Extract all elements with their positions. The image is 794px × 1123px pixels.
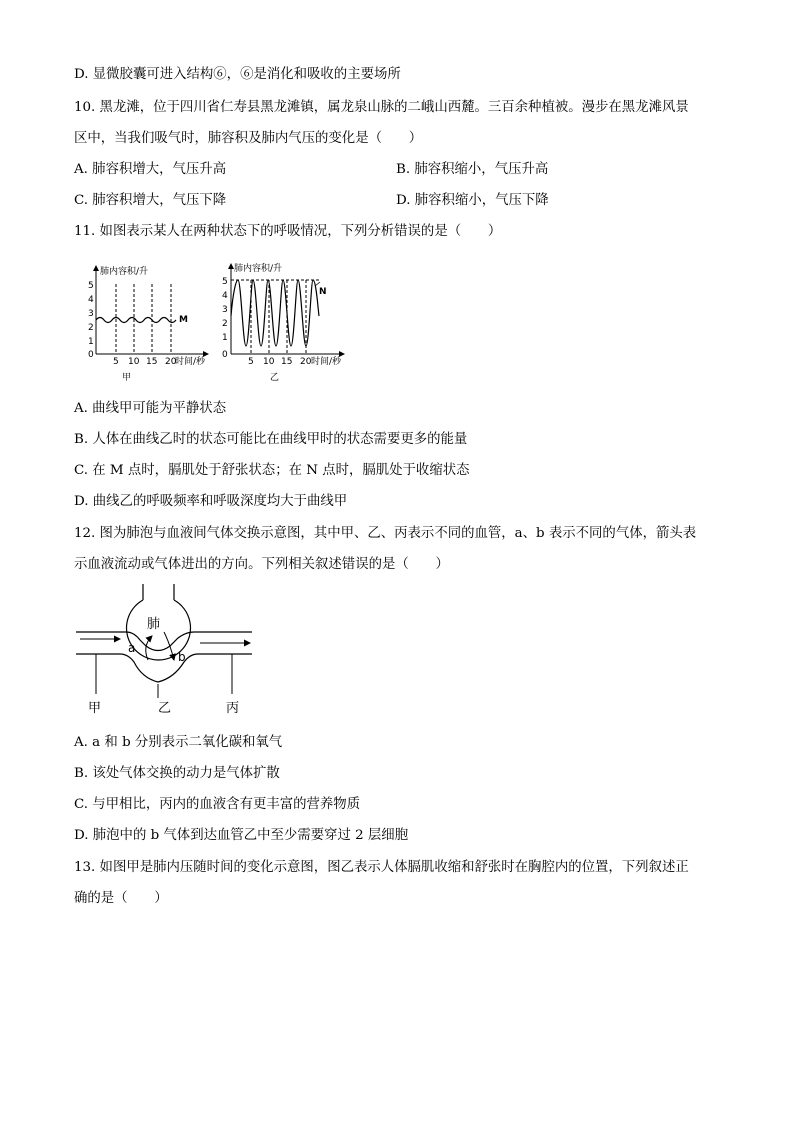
- q12-gas-exchange-figure: [74, 580, 264, 720]
- q11-option-b: B. 人体在曲线乙时的状态可能比在曲线甲时的状态需要更多的能量: [74, 432, 468, 447]
- vessel-jia-label: 甲: [88, 701, 102, 716]
- yi-y-label: 肺内容积/升: [234, 264, 283, 274]
- q10-option-a: A. 肺容积增大，气压升高: [74, 162, 227, 177]
- yi-x-tick: 20: [300, 357, 312, 367]
- yi-caption: 乙: [270, 373, 280, 383]
- graph-yi: [222, 262, 344, 383]
- jia-y-tick: 4: [88, 295, 94, 305]
- yi-x-label: 时间/秒: [311, 357, 342, 367]
- jia-y-tick: 2: [88, 323, 94, 333]
- vessel-yi-label: 乙: [158, 701, 172, 716]
- q12-stem-line1: 12. 图为肺泡与血液间气体交换示意图，其中甲、乙、丙表示不同的血管，a、b 表示不同的气体，箭头表: [74, 526, 697, 541]
- yi-x-tick: 15: [281, 357, 293, 367]
- capillary: [76, 632, 252, 682]
- q11-option-a: A. 曲线甲可能为平静状态: [74, 401, 227, 416]
- q10-option-d: D. 肺容积缩小，气压下降: [396, 193, 549, 208]
- q11-breathing-figure: [86, 258, 356, 384]
- q9-option-d: D. 显微胶囊可进入结构⑥，⑥是消化和吸收的主要场所: [74, 67, 401, 82]
- q11-stem: 11. 如图表示某人在两种状态下的呼吸情况，下列分析错误的是（ ）: [74, 224, 502, 239]
- q11-option-c: C. 在 M 点时，膈肌处于舒张状态；在 N 点时，膈肌处于收缩状态: [74, 463, 470, 478]
- yi-x-tick: 5: [248, 357, 254, 367]
- q12-option-a: A. a 和 b 分别表示二氧化碳和氧气: [74, 735, 283, 750]
- q11-option-d: D. 曲线乙的呼吸频率和呼吸深度均大于曲线甲: [74, 494, 348, 509]
- jia-y-tick: 0: [88, 350, 94, 360]
- q10-stem-line1: 10. 黑龙滩，位于四川省仁寿县黑龙滩镇，属龙泉山脉的二峨山西麓。三百余种植被。漫步在黑龙滩风景: [74, 100, 689, 115]
- alveolus: [127, 584, 191, 660]
- jia-y-tick: 1: [88, 337, 94, 347]
- q10-option-c: C. 肺容积增大，气压下降: [74, 193, 227, 208]
- jia-y-tick: 3: [88, 309, 94, 319]
- gas-a-label: a: [128, 641, 136, 655]
- jia-x-tick: 20: [165, 357, 177, 367]
- yi-x-tick: 10: [263, 357, 275, 367]
- yi-y-tick: 1: [222, 333, 228, 343]
- q13-stem-line2: 确的是（ ）: [74, 891, 168, 906]
- jia-y-label: 肺内容积/升: [100, 267, 149, 277]
- yi-y-tick: 3: [222, 305, 228, 315]
- yi-y-tick: 0: [222, 350, 228, 360]
- vessel-bing-label: 丙: [226, 701, 240, 716]
- q13-stem-line1: 13. 如图甲是肺内压随时间的变化示意图，图乙表示人体膈肌收缩和舒张时在胸腔内的位置，下列叙述正: [74, 860, 689, 875]
- q12-stem-line2: 示血液流动或气体进出的方向。下列相关叙述错误的是（ ）: [74, 557, 449, 572]
- yi-y-tick: 4: [222, 291, 228, 301]
- jia-x-label: 时间/秒: [175, 357, 206, 367]
- q10-option-b: B. 肺容积缩小，气压升高: [396, 162, 549, 177]
- q12-option-d: D. 肺泡中的 b 气体到达血管乙中至少需要穿过 2 层细胞: [74, 828, 409, 843]
- q10-stem-line2: 区中，当我们吸气时，肺容积及肺内气压的变化是（ ）: [74, 131, 423, 146]
- point-n-label: N: [319, 287, 327, 297]
- jia-x-tick: 15: [146, 357, 158, 367]
- jia-y-tick: 5: [88, 281, 94, 291]
- gas-b-label: b: [178, 650, 186, 664]
- jia-x-tick: 5: [113, 357, 119, 367]
- q12-option-b: B. 该处气体交换的动力是气体扩散: [74, 766, 280, 781]
- jia-x-tick: 10: [128, 357, 140, 367]
- alveolus-label: 肺: [147, 617, 161, 632]
- yi-y-tick: 5: [222, 277, 228, 287]
- q12-option-c: C. 与甲相比，丙内的血液含有更丰富的营养物质: [74, 797, 361, 812]
- yi-y-tick: 2: [222, 319, 228, 329]
- point-m-label: M: [179, 315, 188, 325]
- graph-jia: [88, 265, 208, 383]
- jia-caption: 甲: [122, 373, 132, 383]
